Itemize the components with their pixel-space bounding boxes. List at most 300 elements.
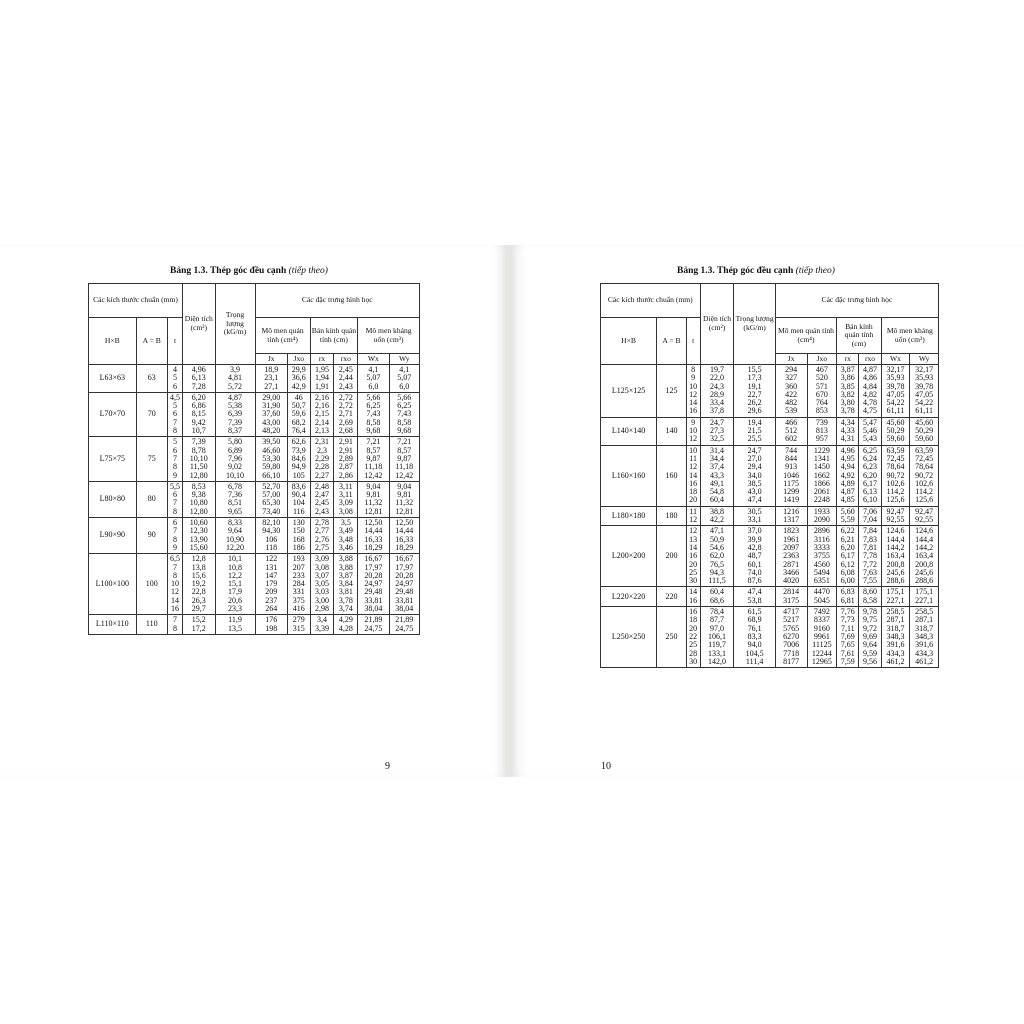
cell-rx <box>310 392 334 436</box>
cell-wy <box>910 607 939 668</box>
value-wy: 47,05 <box>915 389 934 399</box>
value-jx: 1175 <box>783 478 799 488</box>
header-ab: A = B <box>136 318 167 365</box>
cell-jxo <box>807 417 837 445</box>
cell-rxo <box>334 481 358 517</box>
section-side: 100 <box>136 554 167 615</box>
value-jxo: 3755 <box>813 551 830 561</box>
section-name: L140×140 <box>601 417 657 445</box>
value-rxo: 3,48 <box>338 534 353 544</box>
value-area: 106,1 <box>708 631 726 641</box>
value-wy: 61,11 <box>915 406 933 416</box>
value-rx: 4,33 <box>840 426 855 436</box>
value-wy: 318,7 <box>915 623 934 633</box>
value-t: 12 <box>171 587 179 597</box>
value-jxo: 168 <box>292 534 305 544</box>
cell-wy <box>910 365 939 418</box>
value-jxo: 284 <box>292 579 305 589</box>
value-jx: 1046 <box>783 470 800 480</box>
value-jxo: 12965 <box>811 656 832 666</box>
cell-weight <box>734 506 775 526</box>
value-area: 4,96 <box>191 365 206 374</box>
cell-weight <box>215 518 255 554</box>
value-rxo: 3,46 <box>338 542 353 552</box>
value-weight: 38,5 <box>747 478 762 488</box>
value-weight: 9,65 <box>228 506 242 516</box>
value-t: 25 <box>689 567 698 577</box>
value-t: 6 <box>173 381 177 391</box>
header-jx: Jx <box>775 354 807 365</box>
value-jxo: 104 <box>292 498 305 508</box>
value-t: 5 <box>173 373 177 383</box>
value-jxo: 3116 <box>814 534 830 544</box>
value-jx: 209 <box>265 587 278 597</box>
value-weight: 11,9 <box>228 615 242 625</box>
cell-rxo <box>859 506 881 526</box>
value-t: 10 <box>689 445 698 455</box>
value-jxo: 3333 <box>813 542 830 552</box>
section-name: L160×160 <box>601 445 657 506</box>
value-jx: 466 <box>785 417 798 427</box>
value-jx: 1299 <box>783 487 800 497</box>
value-wy: 29,48 <box>395 587 414 597</box>
value-weight: 12,20 <box>226 542 244 552</box>
header-hb: H×B <box>601 318 657 365</box>
cell-area <box>183 437 215 481</box>
value-jxo: 8337 <box>813 615 830 625</box>
value-rx: 2,15 <box>315 409 330 419</box>
value-rxo: 5,43 <box>863 434 878 444</box>
value-wy: 33,81 <box>395 595 414 605</box>
cell-area <box>183 365 215 393</box>
value-jxo: 4560 <box>813 559 830 569</box>
value-weight: 5,38 <box>228 401 242 411</box>
value-jx: 482 <box>785 398 798 408</box>
value-weight: 17,9 <box>228 587 242 597</box>
cell-wy <box>389 615 419 635</box>
value-wy: 144,2 <box>915 542 934 552</box>
cell-rx <box>310 437 334 481</box>
value-area: 15,2 <box>191 615 206 625</box>
cell-jx <box>775 587 807 607</box>
cell-jx <box>255 365 287 393</box>
value-t: 9 <box>691 373 696 383</box>
value-t: 6 <box>173 445 177 455</box>
cell-wx <box>358 554 389 615</box>
cell-rxo <box>334 392 358 436</box>
value-jx: 2871 <box>783 559 800 569</box>
value-area: 31,4 <box>710 445 724 455</box>
value-weight: 5,80 <box>228 437 242 447</box>
cell-jx <box>255 554 287 615</box>
cell-t <box>686 526 700 587</box>
value-wy: 461,2 <box>915 656 934 666</box>
value-wx: 47,05 <box>886 389 905 399</box>
value-weight: 10,8 <box>228 562 242 572</box>
value-rx: 2,47 <box>315 490 330 500</box>
section-name: L125×125 <box>601 365 657 418</box>
cell-area <box>700 417 734 445</box>
value-wy: 11,32 <box>395 498 414 508</box>
value-weight: 76,1 <box>747 623 762 633</box>
table-row <box>601 526 939 587</box>
value-area: 10,10 <box>189 453 208 463</box>
value-jx: 27,1 <box>264 381 279 391</box>
value-t: 5 <box>173 437 177 447</box>
value-weight: 26,2 <box>747 398 762 408</box>
cell-area <box>700 607 734 668</box>
value-wx: 29,48 <box>364 587 383 597</box>
value-rxo: 4,75 <box>863 406 878 416</box>
value-jxo: 11125 <box>812 640 832 650</box>
value-weight: 42,8 <box>747 542 762 552</box>
value-wx: 33,81 <box>364 595 383 605</box>
value-jx: 1961 <box>783 534 800 544</box>
cell-area <box>183 615 215 635</box>
cell-jxo <box>287 392 310 436</box>
cell-t <box>167 481 182 517</box>
value-jx: 39,50 <box>262 437 281 447</box>
value-t: 4 <box>173 365 177 374</box>
value-t: 6,5 <box>170 554 180 564</box>
value-jxo: 2248 <box>813 495 830 505</box>
value-wx: 12,50 <box>364 518 383 528</box>
value-t: 20 <box>689 495 698 505</box>
value-area: 6,20 <box>191 392 206 402</box>
value-t: 8 <box>173 570 177 580</box>
value-jx: 1317 <box>783 515 800 525</box>
value-rx: 2,76 <box>315 534 330 544</box>
cell-area <box>183 518 215 554</box>
value-jx: 2814 <box>783 587 800 597</box>
value-jx: 66,10 <box>262 470 281 480</box>
value-t: 13 <box>689 534 698 544</box>
cell-jxo <box>287 518 310 554</box>
value-weight: 9,64 <box>228 526 242 536</box>
cell-rxo <box>334 615 358 635</box>
value-jx: 1823 <box>783 526 800 536</box>
value-jxo: 207 <box>292 562 305 572</box>
value-weight: 7,96 <box>228 453 242 463</box>
value-weight: 8,33 <box>228 518 242 528</box>
value-area: 12,30 <box>189 526 208 536</box>
value-t: 4,5 <box>170 392 180 402</box>
value-wy: 24,75 <box>395 623 414 633</box>
value-wy: 258,5 <box>915 607 934 617</box>
cell-wy <box>389 554 419 615</box>
value-jx: 147 <box>265 570 278 580</box>
left-title-italic: (tiếp theo) <box>288 266 328 276</box>
cell-area <box>700 506 734 526</box>
value-wx: 6,0 <box>368 381 379 391</box>
value-area: 78,4 <box>710 607 724 617</box>
value-wx: 144,2 <box>886 542 905 552</box>
section-side: 110 <box>136 615 167 635</box>
value-t: 10 <box>689 426 698 436</box>
section-side: 125 <box>657 365 687 418</box>
cell-t <box>167 554 182 615</box>
value-area: 8,53 <box>191 481 206 491</box>
value-area: 24,7 <box>710 417 724 427</box>
section-name: L63×63 <box>89 365 137 393</box>
value-area: 27,3 <box>710 426 724 436</box>
value-wy: 54,22 <box>915 398 934 408</box>
value-rxo: 7,06 <box>863 506 878 516</box>
value-rx: 7,59 <box>840 656 855 666</box>
value-weight: 25,5 <box>747 434 762 444</box>
cell-area <box>700 365 734 418</box>
cell-t <box>686 607 700 668</box>
value-rx: 6,20 <box>840 542 855 552</box>
value-area: 10,7 <box>191 426 206 436</box>
value-jx: 7006 <box>783 640 800 650</box>
value-weight: 15,1 <box>228 579 242 589</box>
value-jxo: 193 <box>292 554 305 564</box>
header-resist: Mô men kháng uốn (cm³) <box>881 318 938 354</box>
value-area: 6,13 <box>191 373 206 383</box>
value-rxo: 3,81 <box>338 587 353 597</box>
value-wx: 18,29 <box>364 542 383 552</box>
cell-jx <box>775 526 807 587</box>
header-moment: Mô men quán tính (cm⁴) <box>255 318 310 354</box>
value-wx: 92,47 <box>886 506 905 516</box>
cell-rx <box>837 607 859 668</box>
value-weight: 3,9 <box>230 365 240 374</box>
value-t: 8 <box>173 623 177 633</box>
value-area: 94,3 <box>710 567 724 577</box>
cell-jxo <box>807 587 837 607</box>
value-rx: 2,28 <box>315 462 330 472</box>
value-t: 6 <box>173 518 177 528</box>
right-table-title <box>677 266 835 276</box>
value-rxo: 6,10 <box>863 495 878 505</box>
value-jx: 4020 <box>783 576 800 586</box>
cell-jx <box>255 392 287 436</box>
left-steel-table <box>88 283 420 635</box>
cell-t <box>167 392 182 436</box>
value-jxo: 62,6 <box>291 437 306 447</box>
cell-rx <box>837 445 859 506</box>
value-wx: 61,11 <box>886 406 905 416</box>
header-jxo: Jxo <box>287 354 310 365</box>
value-jxo: 36,6 <box>291 373 306 383</box>
value-rx: 2,75 <box>315 542 330 552</box>
value-rx: 7,76 <box>840 607 855 617</box>
value-wy: 9,81 <box>397 490 412 500</box>
value-t: 7 <box>173 526 177 536</box>
value-t: 9 <box>691 417 696 427</box>
value-wx: 20,28 <box>364 570 383 580</box>
value-jxo: 739 <box>815 417 828 427</box>
value-wx: 318,7 <box>886 623 905 633</box>
value-rxo: 2,43 <box>338 381 353 391</box>
value-wx: 59,60 <box>886 434 905 444</box>
value-wx: 39,78 <box>886 381 905 391</box>
value-jxo: 29,9 <box>291 365 306 374</box>
value-wx: 45,60 <box>886 417 905 427</box>
cell-weight <box>734 587 775 607</box>
value-t: 10 <box>171 579 179 589</box>
value-jx: 327 <box>785 373 798 383</box>
value-rxo: 9,59 <box>863 648 878 658</box>
value-wx: 9,81 <box>366 490 381 500</box>
cell-rx <box>310 554 334 615</box>
value-weight: 30,5 <box>747 506 762 516</box>
header-area: Diện tích (cm²) <box>700 284 734 365</box>
value-t: 5,5 <box>170 481 180 491</box>
value-jx: 94,30 <box>262 526 281 536</box>
value-rx: 3,07 <box>315 570 330 580</box>
value-area: 8,78 <box>191 445 206 455</box>
value-weight: 10,10 <box>226 470 244 480</box>
value-rx: 7,61 <box>840 648 855 658</box>
table-row <box>89 392 420 436</box>
value-wy: 35,93 <box>915 373 934 383</box>
value-weight: 13,5 <box>228 623 242 633</box>
value-jxo: 315 <box>292 623 305 633</box>
value-weight: 37,0 <box>747 526 762 536</box>
value-jxo: 571 <box>815 381 828 391</box>
value-t: 9 <box>173 470 177 480</box>
cell-area <box>700 445 734 506</box>
value-wx: 102,6 <box>886 478 905 488</box>
value-wx: 17,97 <box>364 562 383 572</box>
value-area: 68,6 <box>710 595 724 605</box>
value-jx: 1216 <box>783 506 800 516</box>
value-jxo: 105 <box>292 470 305 480</box>
value-weight: 24,7 <box>747 445 762 455</box>
cell-rxo <box>859 417 881 445</box>
value-area: 60,4 <box>710 495 724 505</box>
header-area: Diện tích (cm²) <box>183 284 215 365</box>
left-page <box>0 245 505 777</box>
value-area: 54,6 <box>710 542 724 552</box>
value-jx: 59,80 <box>262 462 281 472</box>
value-weight: 48,7 <box>747 551 762 561</box>
value-area: 60,4 <box>710 587 724 597</box>
value-jxo: 76,4 <box>291 426 306 436</box>
value-wy: 32,17 <box>915 365 934 374</box>
value-jx: 131 <box>265 562 278 572</box>
value-t: 12 <box>689 462 698 472</box>
value-wy: 9,68 <box>397 426 412 436</box>
table-row <box>601 607 939 668</box>
value-jxo: 670 <box>815 389 828 399</box>
header-wx: Wx <box>881 354 910 365</box>
value-rx: 2,29 <box>315 453 330 463</box>
section-name: L70×70 <box>89 392 137 436</box>
cell-rx <box>837 417 859 445</box>
value-rx: 2,77 <box>315 526 330 536</box>
value-weight: 47,4 <box>747 495 762 505</box>
value-rx: 2,3 <box>317 445 328 455</box>
value-rx: 3,80 <box>840 398 855 408</box>
header-wy: Wy <box>910 354 939 365</box>
value-rxo: 2,68 <box>338 426 353 436</box>
cell-wx <box>358 615 389 635</box>
value-area: 15,6 <box>191 570 206 580</box>
value-rx: 4,95 <box>840 453 855 463</box>
value-rxo: 4,28 <box>338 623 353 633</box>
value-wy: 125,6 <box>915 495 934 505</box>
header-dims-group: Các kích thước chuẩn (mm) <box>601 284 701 318</box>
cell-area <box>183 392 215 436</box>
value-wy: 5,07 <box>397 373 412 383</box>
value-jx: 52,70 <box>262 481 281 491</box>
value-rxo: 3,87 <box>338 570 353 580</box>
value-weight: 4,87 <box>228 392 242 402</box>
section-side: 180 <box>657 506 687 526</box>
value-wy: 287,1 <box>915 615 934 625</box>
section-side: 80 <box>136 481 167 517</box>
value-rxo: 6,24 <box>863 453 878 463</box>
header-dims-group: Các kích thước chuẩn (mm) <box>89 284 183 318</box>
value-rx: 3,39 <box>315 623 330 633</box>
value-rxo: 3,09 <box>338 498 353 508</box>
value-area: 29,7 <box>191 604 206 614</box>
cell-jxo <box>287 365 310 393</box>
value-rxo: 6,20 <box>863 470 878 480</box>
value-wx: 24,97 <box>364 579 383 589</box>
header-t: t <box>686 318 700 365</box>
value-wy: 175,1 <box>915 587 934 597</box>
cell-jx <box>255 518 287 554</box>
value-wy: 245,6 <box>915 567 934 577</box>
value-jxo: 90,4 <box>291 490 306 500</box>
cell-t <box>167 518 182 554</box>
value-jx: 31,90 <box>262 401 281 411</box>
value-wy: 102,6 <box>915 478 934 488</box>
value-t: 7 <box>173 498 177 508</box>
value-area: 97,0 <box>710 623 724 633</box>
value-jxo: 12244 <box>811 648 832 658</box>
value-rx: 3,09 <box>315 554 330 564</box>
left-title-bold: Bảng 1.3. Thép góc đều cạnh <box>170 266 287 276</box>
cell-rx <box>310 481 334 517</box>
header-rxo: rxo <box>334 354 358 365</box>
value-weight: 10,1 <box>228 554 242 564</box>
section-name: L100×100 <box>89 554 137 615</box>
value-area: 9,42 <box>191 417 206 427</box>
value-weight: 19,4 <box>747 417 762 427</box>
value-t: 9 <box>173 542 177 552</box>
value-rx: 3,03 <box>315 587 330 597</box>
value-weight: 19,1 <box>747 381 762 391</box>
value-rxo: 3,08 <box>338 506 353 516</box>
cell-jx <box>775 506 807 526</box>
value-area: 11,50 <box>189 462 208 472</box>
value-t: 8 <box>173 426 177 436</box>
value-jxo: 1450 <box>813 462 830 472</box>
cell-rxo <box>334 365 358 393</box>
book-spread <box>0 245 1024 777</box>
value-wx: 125,6 <box>886 495 905 505</box>
value-rx: 3,78 <box>840 406 855 416</box>
value-rx: 3,08 <box>315 562 330 572</box>
section-name: L75×75 <box>89 437 137 481</box>
value-jxo: 68,2 <box>291 417 306 427</box>
value-rx: 3,87 <box>840 365 855 374</box>
value-rxo: 3,78 <box>338 595 353 605</box>
value-t: 14 <box>689 587 698 597</box>
value-area: 37,4 <box>710 462 724 472</box>
cell-t <box>167 365 182 393</box>
value-jx: 6270 <box>783 631 800 641</box>
value-weight: 23,3 <box>228 604 242 614</box>
value-jx: 913 <box>785 462 798 472</box>
value-jxo: 73,9 <box>291 445 306 455</box>
cell-rx <box>837 506 859 526</box>
